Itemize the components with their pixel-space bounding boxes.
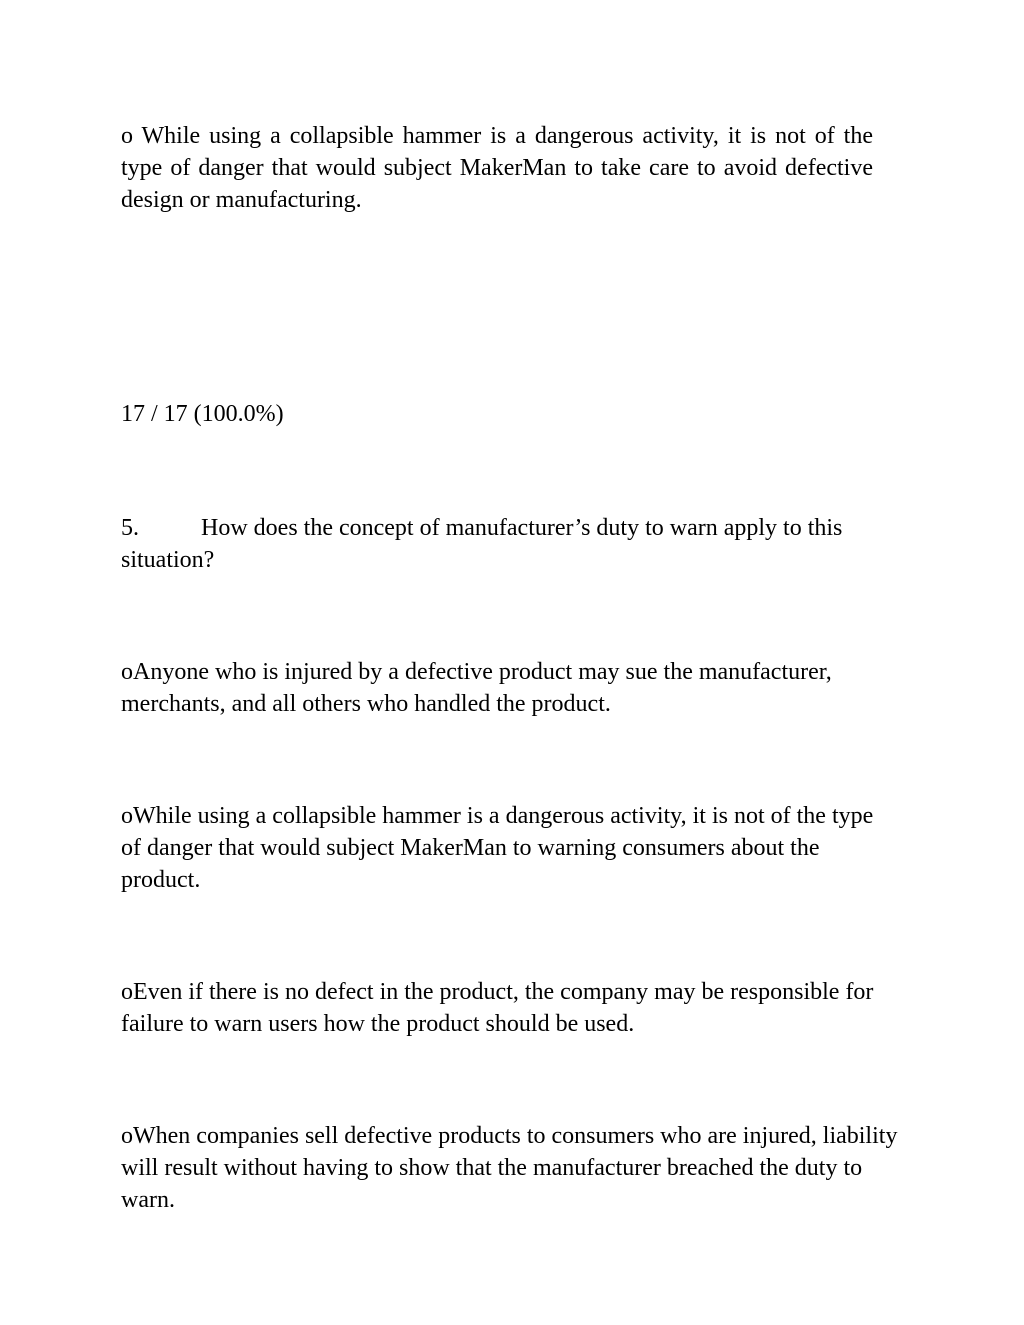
answer-option-1[interactable]: oAnyone who is injured by a defective product may sue the manufacturer, merchants, and all others who handled the product.	[121, 659, 832, 717]
score-text: 17 / 17 (100.0%)	[121, 401, 284, 427]
answer-option-2[interactable]: oWhile using a collapsible hammer is a dangerous activity, it is not of the type of danger that would subject MakerMan to warning consumers about the product.	[121, 803, 874, 893]
question-5	[121, 512, 881, 576]
answer-option-3[interactable]: oEven if there is no defect in the product, the company may be responsible for failure to warn users how the product should be used.	[121, 979, 874, 1037]
feedback-text: o While using a collapsible hammer is a dangerous activity, it is not of the type of danger that would subject MakerMan to take care to avoid defective design or manufacturing.	[121, 123, 873, 213]
answer-option-4[interactable]: oWhen companies sell defective products to consumers who are injured, liability will result without having to show that the manufacturer breached the duty to warn.	[121, 1123, 898, 1213]
question-number: 5.	[121, 515, 139, 541]
question-text: How does the concept of manufacturer’s duty to warn apply to this situation?	[121, 515, 843, 573]
